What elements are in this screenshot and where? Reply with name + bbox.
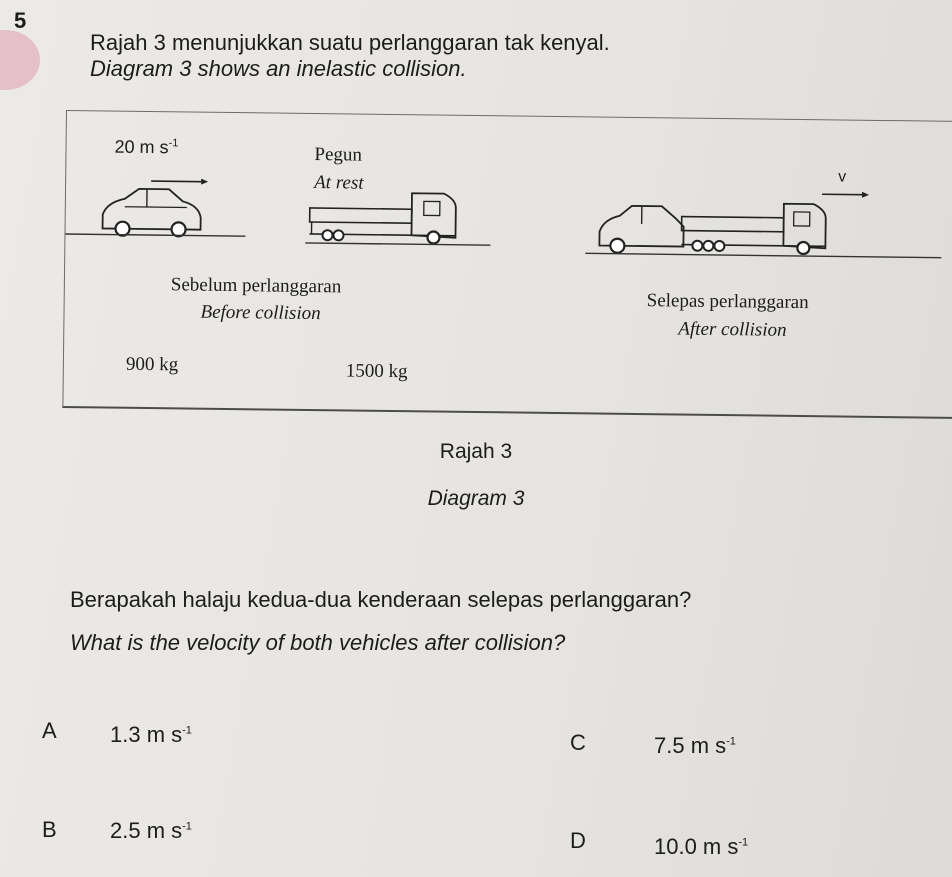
option-c-value[interactable]: 7.5 m $s^{-1}$: [654, 733, 736, 758]
truck-icon: [305, 188, 496, 250]
combined-vehicles-icon: [585, 179, 946, 263]
after-collision-malay: Selepas perlanggaran: [646, 290, 809, 314]
after-velocity-label: v: [838, 168, 847, 186]
diagram-caption-malay: Rajah 3: [439, 440, 513, 463]
option-c-letter[interactable]: C: [570, 730, 586, 755]
option-b-value[interactable]: 2.5 m $s^{-1}$: [110, 818, 192, 843]
option-b-letter[interactable]: B: [42, 817, 57, 842]
question-prompt-malay: Berapakah halaju kedua-dua kenderaan selepas perlanggaran?: [70, 587, 692, 612]
question-stem-english: Diagram 3 shows an inelastic collision.: [90, 56, 467, 81]
option-a-letter[interactable]: A: [42, 718, 57, 743]
car-speed-label: 20 m $s^{-1}$: [114, 136, 179, 158]
truck-state-malay: Pegun: [314, 144, 363, 166]
diagram-caption-english: Diagram 3: [427, 487, 525, 510]
collision-diagram: [62, 110, 952, 419]
after-collision-english: After collision: [678, 318, 787, 341]
car-icon: [90, 176, 211, 239]
option-d-letter[interactable]: D: [570, 828, 586, 853]
option-d-value[interactable]: 10.0 m $s^{-1}$: [654, 834, 749, 859]
question-number: 5: [14, 8, 27, 33]
truck-mass-label: 1500 kg: [345, 360, 408, 383]
question-prompt-english: What is the velocity of both vehicles after collision?: [70, 630, 566, 655]
before-collision-malay: Sebelum perlanggaran: [170, 274, 342, 298]
car-mass-label: 900 kg: [125, 353, 179, 376]
option-a-value[interactable]: 1.3 m $s^{-1}$: [110, 722, 192, 747]
truck-state-english: At rest: [314, 172, 364, 194]
question-stem-malay: Rajah 3 menunjukkan suatu perlanggaran tak kenyal.: [90, 30, 610, 55]
before-collision-english: Before collision: [200, 301, 321, 325]
